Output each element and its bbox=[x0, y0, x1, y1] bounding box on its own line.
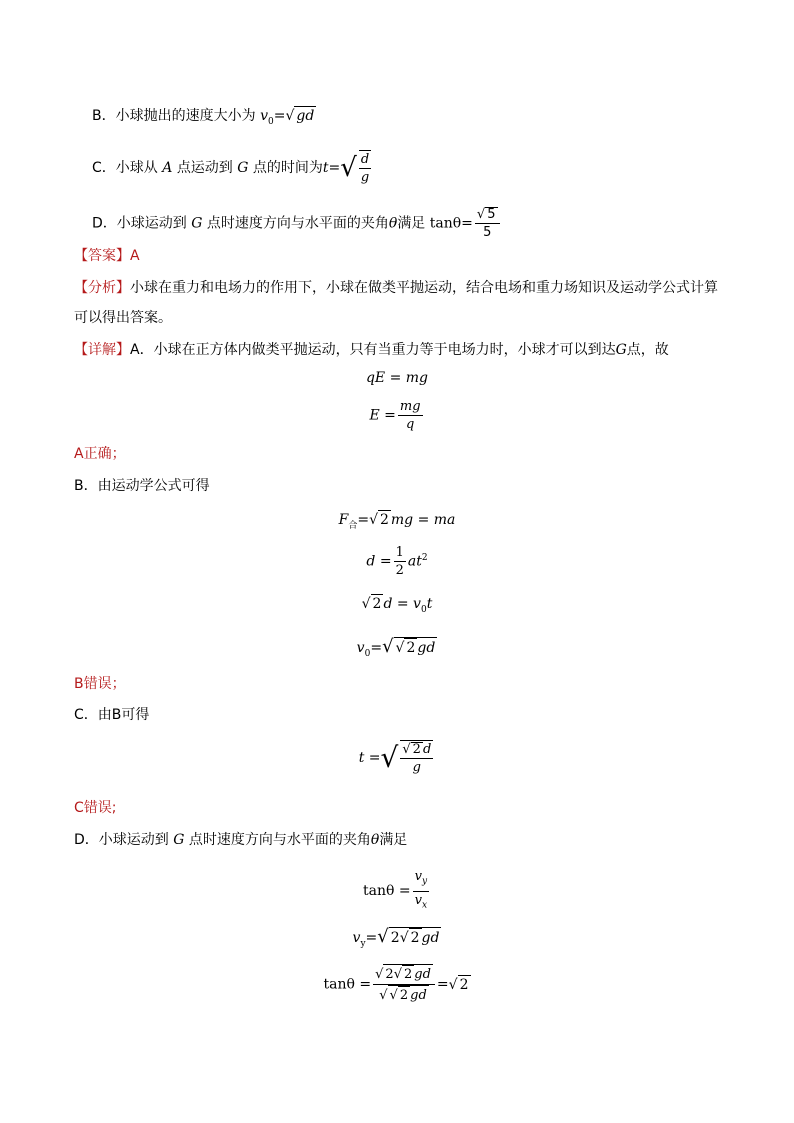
equation-9 bbox=[0, 926, 794, 949]
option-c-text: 点运动到 bbox=[176, 160, 233, 176]
option-c-text: 点的时间为 bbox=[252, 160, 323, 176]
point-g: G bbox=[191, 215, 203, 232]
sqrt-icon: √ bbox=[340, 153, 357, 183]
numerator bbox=[400, 741, 433, 759]
symbol-theta: θ bbox=[388, 215, 398, 232]
symbol-v: v bbox=[414, 869, 422, 884]
equation-lhs: t = bbox=[358, 750, 381, 766]
point-g: G bbox=[173, 832, 185, 848]
option-d bbox=[92, 206, 502, 241]
denominator bbox=[373, 985, 435, 1005]
numerator: d bbox=[360, 152, 370, 167]
radicand-tail: gd bbox=[414, 967, 431, 982]
numerator: mg bbox=[399, 399, 421, 414]
equals-sign: = bbox=[273, 108, 286, 124]
symbol-t: t bbox=[426, 596, 433, 612]
subscript-x: x bbox=[421, 900, 428, 911]
analysis-line-1 bbox=[74, 278, 718, 298]
detail-text: A．小球在正方体内做类平抛运动，只有当重力等于电场力时，小球才可以到达 bbox=[130, 342, 616, 358]
sqrt-icon: √ bbox=[361, 596, 371, 612]
radicand-tail: d bbox=[422, 742, 432, 757]
radicand: 2 bbox=[459, 976, 469, 993]
detail-text: 满足 bbox=[379, 832, 408, 848]
sqrt-icon: √ bbox=[476, 207, 486, 222]
equation-fraction bbox=[394, 544, 406, 579]
radicand bbox=[388, 985, 429, 1005]
symbol-f: F bbox=[338, 512, 349, 528]
radicand bbox=[394, 637, 438, 657]
radicand-coefficient: 2 bbox=[385, 967, 394, 982]
inner-radicand: 2 bbox=[406, 640, 416, 656]
option-d-text: 点时速度方向与水平面的夹角 bbox=[206, 215, 389, 232]
inner-radicand: 2 bbox=[399, 988, 409, 1003]
equation-3 bbox=[0, 510, 794, 531]
equation-rhs: d = v bbox=[383, 596, 421, 612]
denominator: g bbox=[412, 760, 421, 775]
numerator bbox=[413, 868, 429, 892]
option-b bbox=[92, 106, 316, 132]
option-d-label: D． bbox=[92, 215, 117, 232]
denominator: q bbox=[406, 417, 415, 432]
answer-value: A bbox=[130, 248, 140, 264]
analysis-text: 小球在重力和电场力的作用下，小球在做类平抛运动，结合电场和重力场知识及运动学公式计算 bbox=[130, 280, 718, 296]
equation-lhs: E = bbox=[369, 407, 396, 424]
radicand bbox=[383, 964, 433, 984]
sqrt-icon: √ bbox=[377, 926, 389, 947]
detail-b-intro: B．由运动学公式可得 bbox=[74, 478, 210, 494]
equals-sign: = bbox=[436, 976, 449, 993]
detail-c-conclusion: C错误; bbox=[74, 800, 117, 816]
option-c-text: 小球从 bbox=[115, 160, 158, 176]
option-b-formula bbox=[260, 108, 316, 127]
equation-fraction bbox=[413, 868, 429, 914]
denominator: 5 bbox=[483, 225, 492, 240]
sqrt-icon: √ bbox=[285, 108, 295, 124]
option-d-text: 满足 bbox=[397, 215, 426, 232]
detail-text: D．小球运动到 bbox=[74, 832, 169, 848]
equation-4 bbox=[0, 544, 794, 579]
sqrt-icon: √ bbox=[448, 976, 458, 993]
option-d-fraction bbox=[475, 206, 500, 241]
equals-sign: = bbox=[357, 512, 370, 528]
point-g: G bbox=[615, 342, 627, 358]
subscript-0: 0 bbox=[420, 604, 427, 615]
detail-a-conclusion: A正确； bbox=[74, 446, 126, 462]
analysis-label: 【分析】 bbox=[74, 280, 130, 296]
answer-line bbox=[74, 246, 140, 266]
symbol-theta: θ bbox=[370, 832, 380, 848]
equation-10 bbox=[0, 964, 794, 1005]
point-g: G bbox=[237, 160, 249, 176]
option-c bbox=[92, 150, 373, 186]
sqrt-icon: √ bbox=[379, 988, 388, 1003]
radicand bbox=[389, 927, 442, 947]
inner-radicand: 2 bbox=[410, 930, 420, 946]
equation-6 bbox=[0, 636, 794, 659]
radicand: gd bbox=[296, 108, 315, 124]
equation-lhs: tanθ = bbox=[362, 883, 411, 900]
sqrt-icon: √ bbox=[369, 512, 378, 528]
option-c-label: C． bbox=[92, 160, 116, 176]
radicand-coefficient: 2 bbox=[390, 930, 400, 946]
symbol-v: v bbox=[260, 108, 268, 124]
denominator bbox=[413, 892, 429, 915]
sqrt-icon: √ bbox=[389, 988, 398, 1003]
subscript-0: 0 bbox=[267, 116, 274, 127]
numerator bbox=[475, 206, 500, 224]
answer-label: 【答案】 bbox=[74, 248, 130, 264]
equals-sign: = bbox=[370, 640, 383, 656]
symbol-v: v bbox=[352, 930, 361, 946]
equation-8 bbox=[0, 868, 794, 914]
inner-radicand: 2 bbox=[403, 967, 413, 982]
radicand: 2 bbox=[379, 512, 389, 528]
subscript-y: y bbox=[421, 876, 428, 887]
detail-d-intro bbox=[74, 830, 407, 850]
analysis-text: 可以得出答案。 bbox=[74, 310, 172, 326]
option-b-label: B． bbox=[92, 108, 116, 124]
tan-theta: tanθ= bbox=[429, 215, 473, 232]
subscript-0: 0 bbox=[364, 648, 371, 659]
radicand-tail: gd bbox=[421, 930, 440, 946]
radicand: 5 bbox=[487, 207, 496, 222]
sqrt-icon: √ bbox=[375, 967, 384, 982]
option-c-fraction bbox=[359, 150, 371, 186]
sqrt-icon: √ bbox=[393, 967, 402, 982]
subscript-he: 合 bbox=[348, 520, 358, 531]
equation-fraction bbox=[398, 398, 423, 433]
symbol-v: v bbox=[356, 640, 365, 656]
option-d-text: 小球运动到 bbox=[116, 215, 187, 232]
sqrt-icon: √ bbox=[402, 742, 411, 757]
sqrt-icon: √ bbox=[382, 636, 394, 657]
detail-a-intro bbox=[74, 340, 669, 360]
equals-sign: = bbox=[365, 930, 378, 946]
detail-b-conclusion: B错误； bbox=[74, 676, 126, 692]
detail-c-intro: C．由B可得 bbox=[74, 707, 150, 723]
equation-7 bbox=[0, 740, 794, 776]
equation-fraction bbox=[400, 740, 433, 776]
detail-text: 点时速度方向与水平面的夹角 bbox=[188, 832, 371, 848]
sqrt-icon: √ bbox=[380, 741, 399, 774]
equation-lhs: tanθ = bbox=[323, 976, 372, 993]
detail-text: 点，故 bbox=[626, 342, 669, 358]
symbol-v: v bbox=[414, 892, 422, 908]
equation-rhs: at bbox=[407, 553, 422, 570]
radicand-tail: gd bbox=[410, 988, 427, 1003]
radicand: 2 bbox=[372, 596, 382, 612]
subscript-y: y bbox=[360, 938, 366, 949]
symbol-t: t= bbox=[322, 160, 341, 176]
analysis-line-2 bbox=[74, 308, 172, 328]
equation-1: qE = mg bbox=[365, 370, 429, 386]
equation-2 bbox=[0, 398, 794, 433]
detail-label: 【详解】 bbox=[74, 342, 130, 358]
equation-rhs: mg = ma bbox=[390, 512, 456, 528]
numerator bbox=[373, 964, 435, 985]
equation-lhs: d = bbox=[366, 553, 392, 570]
numerator: 1 bbox=[395, 545, 404, 560]
sqrt-icon: √ bbox=[399, 930, 409, 946]
point-a: A bbox=[162, 160, 173, 176]
radicand-tail: gd bbox=[417, 640, 436, 656]
equation-5 bbox=[0, 594, 794, 615]
sqrt-icon: √ bbox=[395, 640, 405, 656]
equation-fraction bbox=[373, 964, 435, 1005]
denominator: 2 bbox=[395, 563, 404, 578]
option-b-text: 小球抛出的速度大小为 bbox=[115, 108, 256, 124]
superscript-2: 2 bbox=[421, 552, 428, 563]
inner-radicand: 2 bbox=[412, 742, 421, 757]
denominator: g bbox=[360, 170, 370, 185]
